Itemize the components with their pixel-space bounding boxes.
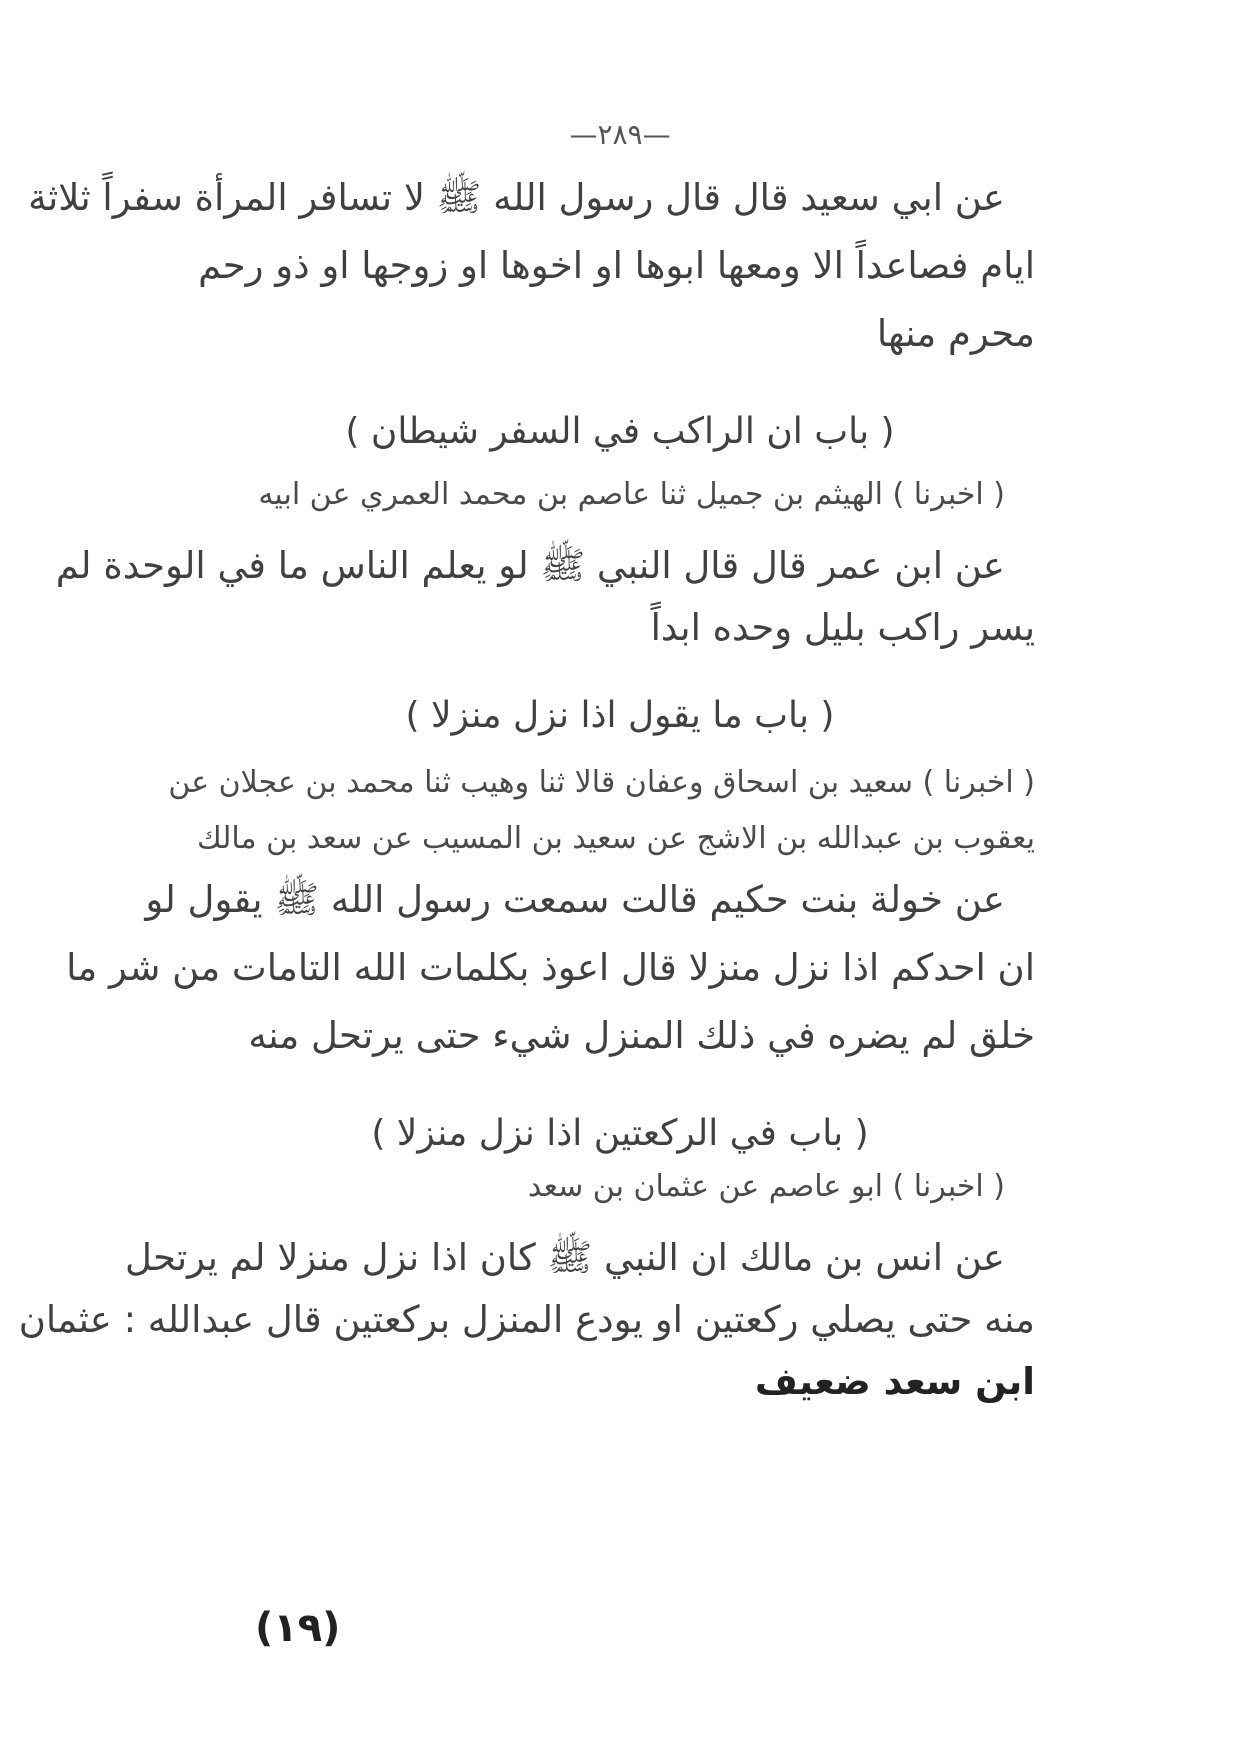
hadith-line: عن ابي سعيد قال قال رسول الله ﷺ لا تسافر المرأة سفراً ثلاثة <box>28 176 1005 219</box>
hadith-line: عن ابن عمر قال قال النبي ﷺ لو يعلم الناس ما في الوحدة لم <box>55 544 1005 587</box>
hadith-line: محرم منها <box>876 312 1035 355</box>
hadith-line: عن انس بن مالك ان النبي ﷺ كان اذا نزل منزلا لم يرتحل <box>124 1236 1005 1279</box>
signature-mark: (١٩) <box>255 1605 341 1651</box>
isnad-line: ( اخبرنا ) الهيثم بن جميل ثنا عاصم بن محمد العمري عن ابيه <box>258 477 1005 512</box>
hadith-line: عن خولة بنت حكيم قالت سمعت رسول الله ﷺ يقول لو <box>145 878 1005 921</box>
page-number: —٢٨٩— <box>569 118 671 151</box>
isnad-line: ( اخبرنا ) ابو عاصم عن عثمان بن سعد <box>527 1169 1005 1204</box>
hadith-line: ابن سعد ضعيف <box>754 1360 1035 1403</box>
isnad-line: ( اخبرنا ) سعيد بن اسحاق وعفان قالا ثنا وهيب ثنا محمد بن عجلان عن <box>168 765 1035 800</box>
chapter-heading: ( باب في الركعتين اذا نزل منزلا ) <box>371 1113 869 1154</box>
hadith-line: خلق لم يضره في ذلك المنزل شيء حتى يرتحل منه <box>248 1014 1035 1057</box>
hadith-line: يسر راكب بليل وحده ابداً <box>650 606 1035 649</box>
chapter-heading: ( باب ما يقول اذا نزل منزلا ) <box>405 695 835 736</box>
isnad-line: يعقوب بن عبدالله بن الاشج عن سعيد بن المسيب عن سعد بن مالك <box>196 821 1035 856</box>
hadith-line: منه حتى يصلي ركعتين او يودع المنزل بركعتين قال عبدالله : عثمان <box>18 1298 1035 1341</box>
hadith-line: ايام فصاعداً الا ومعها ابوها او اخوها او زوجها او ذو رحم <box>198 244 1035 287</box>
hadith-line: ان احدكم اذا نزل منزلا قال اعوذ بكلمات الله التامات من شر ما <box>66 946 1035 989</box>
chapter-heading: ( باب ان الراكب في السفر شيطان ) <box>345 411 895 452</box>
